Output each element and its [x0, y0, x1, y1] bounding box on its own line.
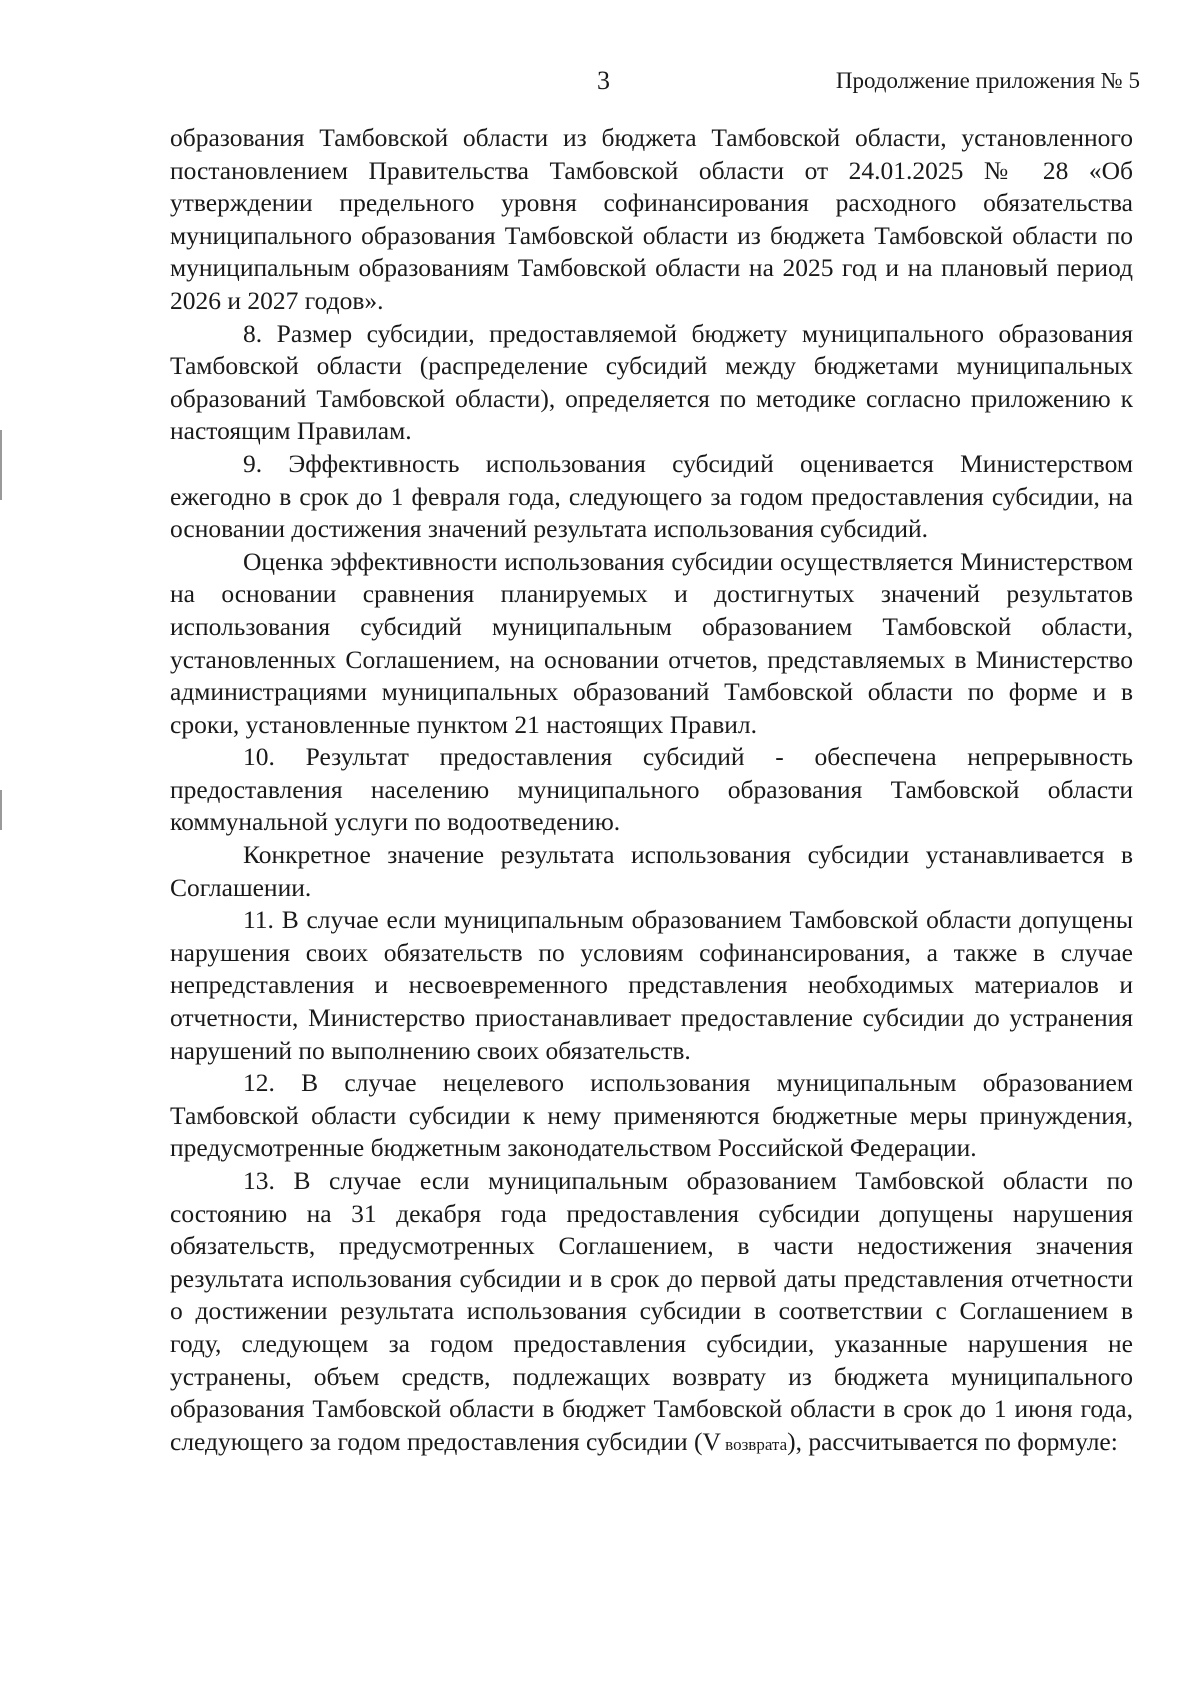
paragraph-item-11: 11. В случае если муниципальным образованием Тамбовской области допущены нарушения своих обязательств по условиям софинансирования, а также в случае непредставления и несвоевременного представления необходимых материалов и отчетности, Министерство приостанавливает предоставление субсидии до устранения нарушений по выполнению своих обязательств.: [170, 905, 1133, 1065]
scan-edge-mark: [0, 430, 2, 500]
paragraph-item-13: [170, 1165, 1133, 1461]
paragraph-continuation: образования Тамбовской области из бюджета Тамбовской области, установленного постановлением Правительства Тамбовской области от 24.01.2025 № 28 «Об утверждении предельного уровня софинансирования расходного обязательства муниципального образования Тамбовской области из бюджета Тамбовской области по муниципальным образованиям Тамбовской области на 2025 год и на плановый период 2026 и 2027 годов».: [170, 123, 1133, 315]
paragraph-item-9: 9. Эффективность использования субсидий оценивается Министерством ежегодно в срок до 1 февраля года, следующего за годом предоставления субсидии, на основании достижения значений результата использования субсидий.: [170, 448, 1133, 544]
paragraph-item-8: 8. Размер субсидии, предоставляемой бюджету муниципального образования Тамбовской области (распределение субсидий между бюджетами муниципальных образований Тамбовской области), определяется по методике согласно приложению к настоящим Правилам.: [170, 318, 1133, 446]
document-body: [170, 122, 1133, 1461]
paragraph-item-10: 10. Результат предоставления субсидий - обеспечена непрерывность предоставления населению муниципального образования Тамбовской области коммунальной услуги по водоотведению.: [170, 742, 1133, 837]
page-number: 3: [597, 66, 610, 95]
scan-edge-mark: [0, 790, 2, 830]
paragraph-item-13-text: 13. В случае если муниципальным образованием Тамбовской области по состоянию на 31 декабря года предоставления субсидии допущены нарушения обязательств, предусмотренных Соглашением, в части недостижения значения результата использования субсидии и в срок до первой даты представления отчетности о достижении результата использования субсидии в соответствии с Соглашением в году, следующем за годом предоставления субсидии, указанные нарушения не устранены, объем средств, подлежащих возврату из бюджета муниципального образования Тамбовской области в бюджет Тамбовской области в срок до 1 июня года, следующего за годом предоставления субсидии (V: [170, 1166, 1133, 1456]
paragraph-evaluation: Оценка эффективности использования субсидии осуществляется Министерством на основании сравнения планируемых и достигнутых значений результатов использования субсидий муниципальным образованием Тамбовской области, установленных Соглашением, на основании отчетов, представляемых в Министерство администрациями муниципальных образований Тамбовской области по форме и в сроки, установленные пунктом 21 настоящих Правил.: [170, 546, 1133, 739]
paragraph-item-13-tail: ), рассчитывается по формуле:: [787, 1426, 1118, 1456]
paragraph-item-12: 12. В случае нецелевого использования муниципальным образованием Тамбовской области субсидии к нему применяются бюджетные меры принуждения, предусмотренные бюджетным законодательством Российской Федерации.: [170, 1068, 1133, 1163]
formula-subscript: [721, 1435, 787, 1454]
paragraph-specific-value: Конкретное значение результата использования субсидии устанавливается в Соглашении.: [170, 840, 1133, 902]
continuation-label: Продолжение приложения № 5: [835, 68, 1140, 93]
formula-subscript-text: возврата: [725, 1434, 788, 1454]
